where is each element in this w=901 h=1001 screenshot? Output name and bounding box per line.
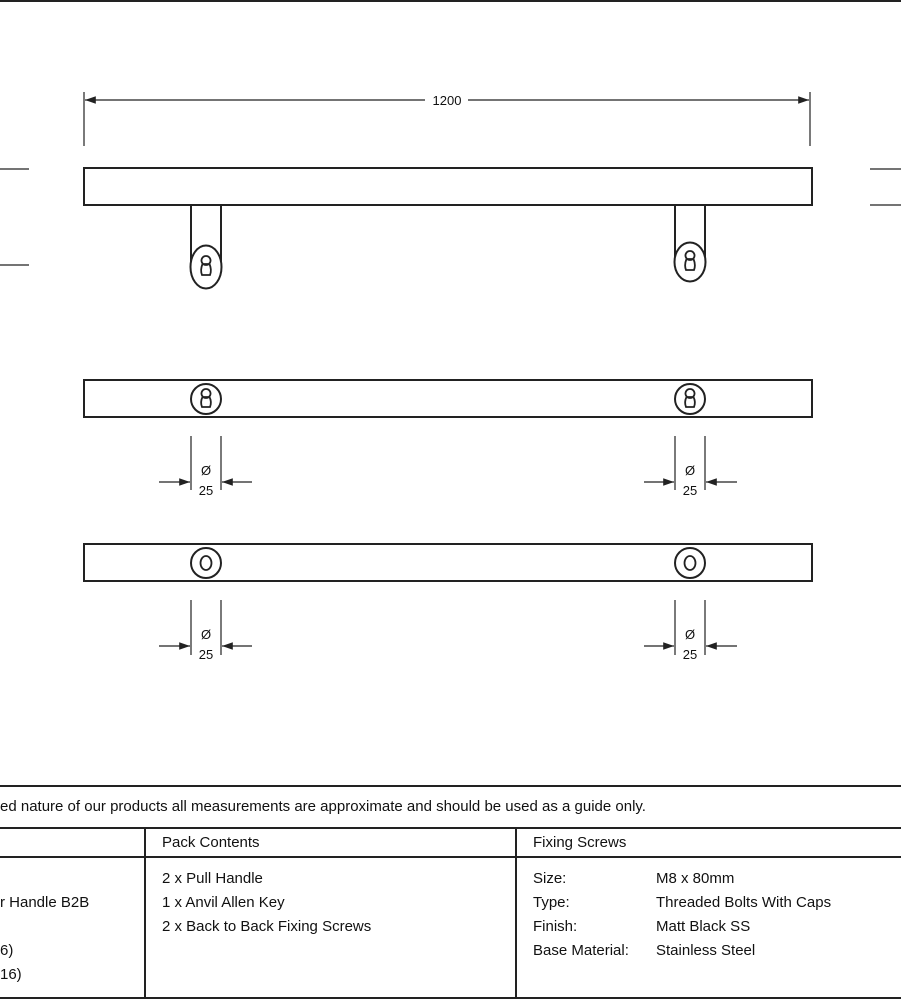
leg-right xyxy=(675,205,706,282)
diameter-symbol: Ø xyxy=(684,463,696,478)
diameter-value: 25 xyxy=(198,483,214,498)
table-divider xyxy=(0,827,901,829)
spec-value: M8 x 80mm xyxy=(656,870,735,887)
table-top-border xyxy=(0,785,901,787)
diameter-symbol: Ø xyxy=(684,627,696,642)
diameter-dimension-right-2 xyxy=(644,600,737,662)
spec-label: Finish: xyxy=(533,918,578,935)
spec-value: Matt Black SS xyxy=(656,918,751,935)
length-label: 1200 xyxy=(432,93,462,108)
leg-left xyxy=(191,205,222,289)
spec-label: Base Material: xyxy=(533,942,629,959)
top-view-2 xyxy=(84,544,812,581)
table-bottom-border xyxy=(0,997,901,999)
product-code-line: 6) xyxy=(0,942,14,959)
diameter-symbol: Ø xyxy=(200,463,212,478)
spec-value: Stainless Steel xyxy=(656,942,756,959)
column-divider-1 xyxy=(144,827,146,999)
spec-value: Threaded Bolts With Caps xyxy=(656,894,832,911)
table-header-divider xyxy=(0,856,901,858)
diameter-dimension-left-2 xyxy=(159,600,252,662)
product-code-line: 16) xyxy=(0,966,22,983)
diameter-value: 25 xyxy=(198,647,214,662)
diameter-dimension-right-1 xyxy=(644,436,737,498)
diameter-dimension-left-1 xyxy=(159,436,252,498)
top-view-1 xyxy=(84,380,812,417)
diameter-value: 25 xyxy=(682,647,698,662)
diameter-symbol: Ø xyxy=(200,627,212,642)
side-view xyxy=(84,168,812,289)
handle-bar-side xyxy=(84,168,812,205)
pack-contents-header: Pack Contents xyxy=(162,834,260,851)
column-divider-2 xyxy=(515,827,517,999)
spec-label: Type: xyxy=(533,894,570,911)
diameter-value: 25 xyxy=(682,483,698,498)
fixing-screws-header: Fixing Screws xyxy=(533,834,627,851)
pack-item: 1 x Anvil Allen Key xyxy=(162,894,285,911)
pack-item: 2 x Pull Handle xyxy=(162,870,263,887)
disclaimer-text: ed nature of our products all measurements are approximate and should be used as a guide only. xyxy=(0,798,646,815)
spec-label: Size: xyxy=(533,870,567,887)
pack-item: 2 x Back to Back Fixing Screws xyxy=(162,918,372,935)
length-dimension xyxy=(84,92,810,146)
product-name-line: r Handle B2B xyxy=(0,894,90,911)
